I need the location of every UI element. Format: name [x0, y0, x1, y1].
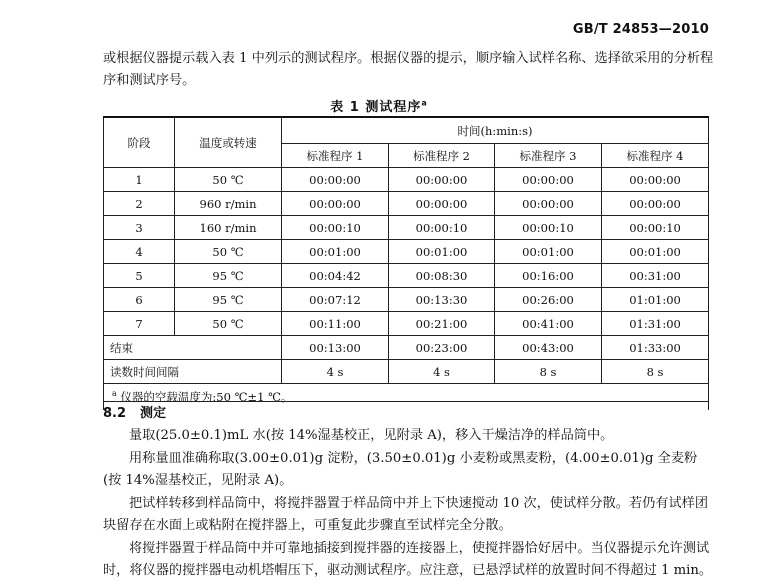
time-cell: 00:31:00: [602, 264, 709, 288]
stage-cell: 2: [104, 192, 175, 216]
interval-cell: 8 s: [602, 360, 709, 384]
end-row-label: 结束: [104, 336, 282, 360]
time-cell: 00:00:00: [602, 168, 709, 192]
table-row: [104, 240, 709, 264]
condition-cell: 960 r/min: [175, 192, 282, 216]
time-cell: 00:26:00: [495, 288, 602, 312]
paragraph: 用称量皿准确称取(3.00±0.01)g 淀粉，(3.50±0.01)g 小麦粉或黑麦粉，(4.00±0.01)g 全麦粉(按 14%湿基校正，见附录 A)。: [103, 450, 698, 488]
header-program-4: 标准程序 4: [602, 144, 709, 168]
time-cell: 00:00:00: [282, 168, 389, 192]
header-condition: 温度或转速: [175, 117, 282, 168]
time-cell: 00:13:30: [389, 288, 495, 312]
section-number: 8.2: [103, 406, 127, 421]
time-cell: 00:16:00: [495, 264, 602, 288]
paragraph: 量取(25.0±0.1)mL 水(按 14%湿基校正，见附录 A)，移入干燥洁净的样品筒中。: [129, 428, 614, 443]
table-bottom-rule: [103, 401, 708, 402]
condition-cell: 160 r/min: [175, 216, 282, 240]
condition-cell: 50 ℃: [175, 240, 282, 264]
time-cell: 00:00:00: [495, 168, 602, 192]
section-title: 测定: [140, 406, 167, 421]
time-cell: 00:00:10: [282, 216, 389, 240]
end-row: [104, 336, 709, 360]
time-cell: 00:00:00: [389, 192, 495, 216]
stage-cell: 3: [104, 216, 175, 240]
table-caption: [0, 96, 757, 115]
time-cell: 00:41:00: [495, 312, 602, 336]
table-caption-text: 表 1 测试程序: [330, 100, 422, 115]
table-row: [104, 312, 709, 336]
table-row: [104, 288, 709, 312]
time-cell: 00:08:30: [389, 264, 495, 288]
test-program-table: [103, 116, 709, 410]
time-cell: 00:07:12: [282, 288, 389, 312]
time-cell: 00:00:00: [495, 192, 602, 216]
section-heading: [103, 402, 180, 421]
table-header-row: [104, 117, 709, 144]
stage-cell: 6: [104, 288, 175, 312]
time-cell: 00:21:00: [389, 312, 495, 336]
header-program-1: 标准程序 1: [282, 144, 389, 168]
condition-cell: 95 ℃: [175, 288, 282, 312]
footnote-text: 仪器的空载温度为:50 ℃±1 ℃。: [120, 390, 293, 404]
header-time-group: 时间(h:min:s): [282, 117, 709, 144]
time-cell: 00:13:00: [282, 336, 389, 360]
time-cell: 00:00:10: [602, 216, 709, 240]
stage-cell: 5: [104, 264, 175, 288]
time-cell: 01:31:00: [602, 312, 709, 336]
stage-cell: 7: [104, 312, 175, 336]
condition-cell: 50 ℃: [175, 168, 282, 192]
time-cell: 00:00:10: [495, 216, 602, 240]
standard-number: GB/T 24853—2010: [572, 22, 709, 37]
paragraph: 把试样转移到样品筒中，将搅拌器置于样品筒中并上下快速搅动 10 次，使试样分散。若仍有试样团块留存在水面上或粘附在搅拌器上，可重复此步骤直至试样完全分散。: [103, 495, 709, 533]
header-stage: 阶段: [104, 117, 175, 168]
table-row: [104, 216, 709, 240]
interval-cell: 4 s: [282, 360, 389, 384]
table-row: [104, 168, 709, 192]
condition-cell: 50 ℃: [175, 312, 282, 336]
time-cell: 00:00:10: [389, 216, 495, 240]
interval-row-label: 读数时间间隔: [104, 360, 282, 384]
header-program-3: 标准程序 3: [495, 144, 602, 168]
header-program-2: 标准程序 2: [389, 144, 495, 168]
condition-cell: 95 ℃: [175, 264, 282, 288]
time-cell: 01:33:00: [602, 336, 709, 360]
stage-cell: 1: [104, 168, 175, 192]
time-cell: 00:00:00: [389, 168, 495, 192]
time-cell: 00:01:00: [495, 240, 602, 264]
table-footnote: [104, 384, 709, 411]
section-body: [103, 425, 715, 583]
table-row: [104, 192, 709, 216]
time-cell: 00:01:00: [602, 240, 709, 264]
footnote-row: [104, 384, 709, 411]
time-cell: 00:01:00: [282, 240, 389, 264]
time-cell: 00:11:00: [282, 312, 389, 336]
intro-paragraph: 或根据仪器提示载入表 1 中列示的测试程序。根据仪器的提示，顺序输入试样名称、选择欲采用的分析程序和测试序号。: [103, 51, 714, 88]
time-cell: 00:01:00: [389, 240, 495, 264]
time-cell: 00:43:00: [495, 336, 602, 360]
table-caption-footnote-mark: a: [421, 98, 427, 108]
paragraph: 将搅拌器置于样品筒中并可靠地插接到搅拌器的连接器上，使搅拌器恰好居中。当仪器提示允许测试时，将仪器的搅拌器电动机塔帽压下，驱动测试程序。应注意，已悬浮试样的放置时间不得超过 1 min。: [103, 540, 713, 578]
time-cell: 01:01:00: [602, 288, 709, 312]
time-cell: 00:00:00: [602, 192, 709, 216]
interval-cell: 8 s: [495, 360, 602, 384]
time-cell: 00:00:00: [282, 192, 389, 216]
time-cell: 00:23:00: [389, 336, 495, 360]
time-cell: 00:04:42: [282, 264, 389, 288]
footnote-mark: a: [112, 389, 117, 399]
interval-cell: 4 s: [389, 360, 495, 384]
stage-cell: 4: [104, 240, 175, 264]
interval-row: [104, 360, 709, 384]
table-row: [104, 264, 709, 288]
